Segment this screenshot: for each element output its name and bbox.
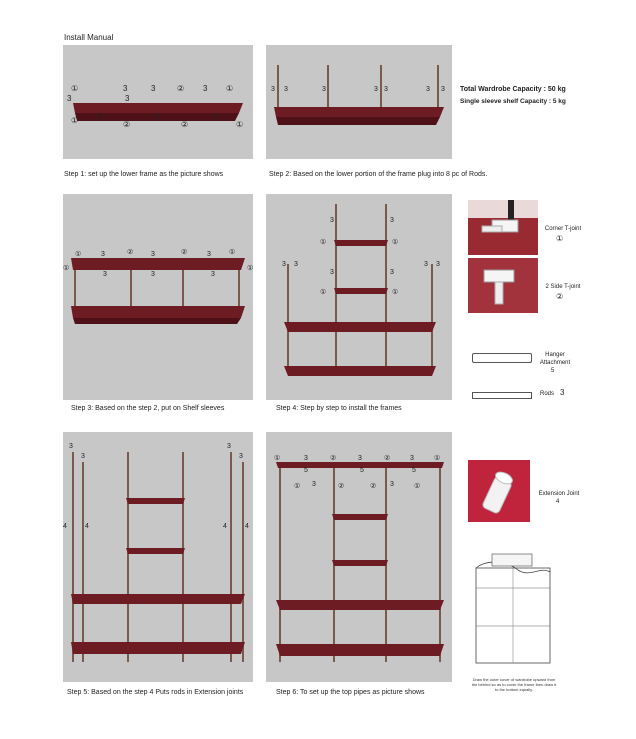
svg-text:①: ① (71, 84, 79, 93)
svg-text:3: 3 (207, 251, 211, 258)
svg-text:3: 3 (410, 455, 414, 462)
svg-text:3: 3 (426, 86, 430, 93)
svg-text:3: 3 (103, 271, 107, 278)
svg-text:②: ② (181, 120, 189, 129)
svg-text:3: 3 (125, 94, 130, 103)
svg-text:3: 3 (271, 86, 275, 93)
svg-text:②: ② (123, 120, 131, 129)
svg-text:①: ① (392, 239, 399, 246)
svg-text:①: ① (392, 289, 399, 296)
corner-joint-photo (468, 200, 538, 255)
svg-text:①: ① (71, 116, 79, 125)
svg-text:②: ② (181, 249, 188, 256)
svg-text:3: 3 (151, 271, 155, 278)
svg-text:②: ② (370, 483, 377, 490)
svg-text:②: ② (127, 249, 134, 256)
svg-text:3: 3 (330, 217, 334, 224)
svg-text:①: ① (320, 289, 327, 296)
step3-illustration (63, 194, 253, 400)
svg-text:①: ① (414, 483, 421, 490)
svg-text:②: ② (177, 84, 185, 93)
svg-text:3: 3 (424, 261, 428, 268)
svg-text:②: ② (384, 455, 391, 462)
side-joint-number: ② (556, 292, 564, 301)
step2-illustration (266, 45, 452, 159)
svg-text:①: ① (63, 265, 70, 272)
svg-text:3: 3 (203, 84, 208, 93)
svg-text:5: 5 (412, 467, 416, 474)
rod-icon (472, 392, 532, 399)
svg-text:3: 3 (101, 251, 105, 258)
step6-illustration (266, 432, 452, 682)
svg-text:①: ① (320, 239, 327, 246)
svg-text:4: 4 (245, 523, 249, 530)
page-title: Install Manual (64, 33, 114, 42)
svg-text:3: 3 (282, 261, 286, 268)
svg-text:3: 3 (374, 86, 378, 93)
step5-panel (63, 432, 253, 682)
svg-text:①: ① (75, 251, 82, 258)
step2-panel (266, 45, 452, 159)
svg-text:①: ① (247, 265, 253, 272)
step1-panel (63, 45, 253, 159)
svg-text:①: ① (229, 249, 236, 256)
step4-panel (266, 194, 452, 400)
svg-text:3: 3 (151, 251, 155, 258)
svg-text:3: 3 (384, 86, 388, 93)
svg-text:4: 4 (85, 523, 89, 530)
side-joint-photo (468, 258, 538, 313)
step3-panel (63, 194, 253, 400)
hanger-icon (472, 353, 532, 363)
hanger-number: 5 (551, 368, 555, 374)
svg-text:3: 3 (441, 86, 445, 93)
step2-caption: Step 2: Based on the lower portion of the frame plug into 8 pc of Rods. (269, 171, 488, 178)
svg-text:4: 4 (63, 523, 67, 530)
svg-text:3: 3 (123, 84, 128, 93)
rods-label: Rods (540, 391, 555, 397)
svg-text:3: 3 (155, 112, 160, 121)
svg-text:3: 3 (211, 271, 215, 278)
svg-text:3: 3 (390, 481, 394, 488)
step6-panel (266, 432, 452, 682)
svg-text:①: ① (274, 455, 281, 462)
step5-illustration (63, 432, 253, 682)
svg-text:3: 3 (358, 455, 362, 462)
svg-text:①: ① (236, 120, 244, 129)
svg-text:3: 3 (312, 481, 316, 488)
step6-caption: Step 6: To set up the top pipes as picture shows (276, 689, 425, 696)
svg-text:②: ② (338, 483, 345, 490)
cover-illustration (468, 548, 558, 673)
svg-text:3: 3 (284, 86, 288, 93)
svg-text:3: 3 (330, 269, 334, 276)
svg-text:3: 3 (81, 453, 85, 460)
step5-caption: Step 5: Based on the step 4 Puts rods in Extension joints (67, 689, 244, 696)
svg-text:3: 3 (322, 86, 326, 93)
svg-text:3: 3 (304, 455, 308, 462)
step4-illustration (266, 194, 452, 400)
total-capacity-text: Total Wardrobe Capacity : 50 kg (460, 86, 566, 93)
svg-text:①: ① (226, 84, 234, 93)
corner-joint-label: Corner T-joint (544, 226, 582, 232)
step1-illustration (63, 45, 253, 159)
extension-joint-number: 4 (556, 499, 560, 505)
cover-note: Draw the outer cover of wardrobe upward from the behind so as to cover the frame then draw it to the bottom equally. (471, 677, 557, 692)
svg-text:①: ① (294, 483, 301, 490)
rods-number: 3 (560, 388, 565, 397)
step4-caption: Step 4: Step by step to install the frames (276, 405, 402, 412)
svg-text:3: 3 (239, 453, 243, 460)
svg-text:4: 4 (223, 523, 227, 530)
svg-text:3: 3 (390, 269, 394, 276)
side-joint-label: 2 Side T-joint (545, 284, 581, 290)
svg-text:3: 3 (151, 84, 156, 93)
extension-joint-photo (468, 460, 530, 522)
svg-text:3: 3 (390, 217, 394, 224)
step3-caption: Step 3: Based on the step 2, put on Shelf sleeves (71, 405, 225, 412)
svg-text:3: 3 (97, 112, 102, 121)
svg-text:5: 5 (304, 467, 308, 474)
svg-text:①: ① (434, 455, 441, 462)
step1-caption: Step 1: set up the lower frame as the picture shows (64, 171, 224, 178)
corner-joint-number: ① (556, 234, 564, 243)
svg-text:3: 3 (67, 94, 72, 103)
extension-joint-label: Extension Joint (538, 491, 580, 497)
shelf-capacity-text: Single sleeve shelf Capacity : 5 kg (460, 98, 566, 105)
svg-text:3: 3 (294, 261, 298, 268)
hanger-label: Hanger Attachment (539, 352, 571, 366)
svg-text:3: 3 (436, 261, 440, 268)
svg-text:3: 3 (69, 443, 73, 450)
svg-text:5: 5 (360, 467, 364, 474)
svg-text:②: ② (330, 455, 337, 462)
svg-text:3: 3 (227, 443, 231, 450)
svg-text:3: 3 (213, 112, 218, 121)
